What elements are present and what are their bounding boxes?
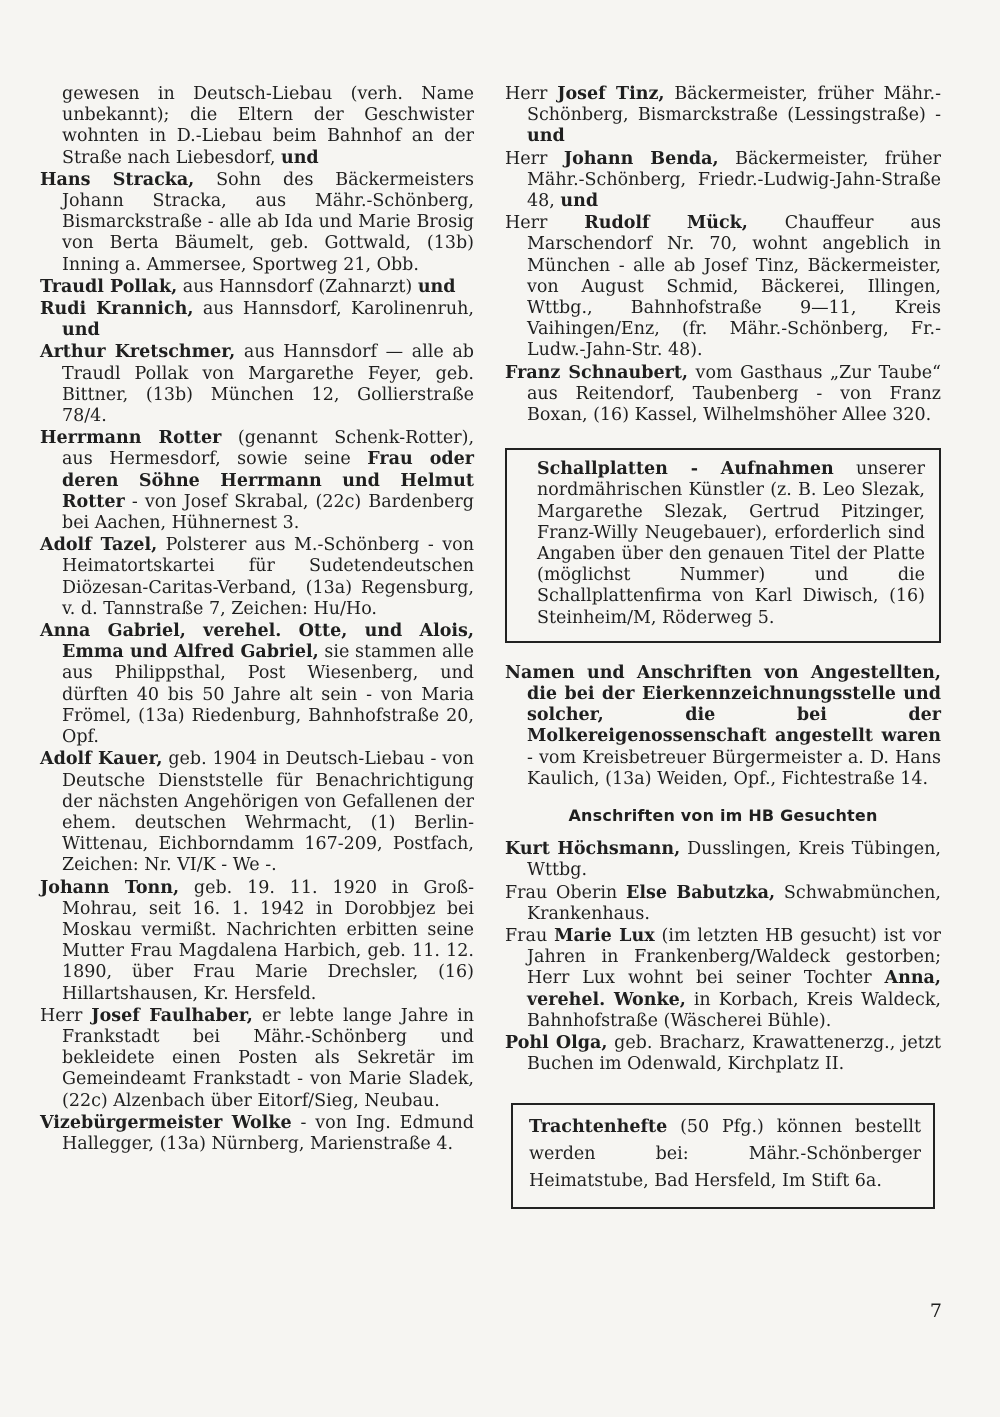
bold-text: Hans Stracka, bbox=[40, 169, 195, 190]
entry-r2-2 bbox=[505, 926, 941, 1032]
entry-0 bbox=[40, 84, 474, 169]
bold-text: Josef Tinz, bbox=[557, 84, 665, 104]
entry-11 bbox=[40, 1113, 474, 1155]
bold-text: Marie Lux bbox=[554, 925, 655, 946]
entry-r1 bbox=[505, 149, 941, 213]
text: sie stammen alle aus Philippsthal, Post Wiesenberg, und dürften 40 bis 50 Jahre alt sein - von Maria Frömel, (13a) Riedenburg, Bahnhofstraße 20, Opf. bbox=[62, 642, 474, 748]
bold-text: Traudl Pollak, bbox=[40, 276, 178, 297]
text: aus Hannsdorf, Karolinenruh, bbox=[193, 299, 474, 320]
entry-2 bbox=[40, 277, 474, 298]
bold-text: und bbox=[62, 320, 100, 341]
bold-text: Franz Schnaubert, bbox=[505, 362, 688, 383]
bold-text: Namen und Anschriften von Angestellten, die bei der Eierkennzeichnungsstelle und solcher, die bei der Molkereigenossenschaft angestellt waren bbox=[505, 662, 941, 747]
text: (genannt Schenk-Rotter), aus Hermesdorf, sowie seine bbox=[62, 428, 475, 470]
entry-9 bbox=[40, 878, 474, 1005]
section-heading: Anschriften von im HB Gesuchten bbox=[568, 806, 878, 826]
entry-4 bbox=[40, 342, 474, 427]
entry-8 bbox=[40, 749, 474, 876]
text: (im letzten HB gesucht) ist vor Jahren in Frankenberg/Waldeck gestorben; Herr Lux wohnt bei seiner Tochter bbox=[527, 925, 941, 989]
entry-r2-0 bbox=[505, 839, 941, 881]
text: Frau bbox=[505, 925, 555, 946]
bold-text: und bbox=[280, 147, 319, 168]
entry-5 bbox=[40, 428, 474, 534]
bold-text: Else Babutzka, bbox=[626, 882, 776, 903]
text: - von Josef Skrabal, (22c) Bardenberg bei Aachen, Hühnernest 3. bbox=[62, 491, 474, 534]
text: - von Ing. Edmund Hallegger, (13a) Nürnberg, Marienstraße 4. bbox=[62, 1112, 474, 1154]
entry-1 bbox=[40, 170, 474, 276]
left-column bbox=[40, 84, 474, 1156]
text: - vom Kreisbetreuer Bürgermeister a. D. Hans Kaulich, (13a) Weiden, Opf., Fichtestraße 14. bbox=[527, 747, 941, 789]
text: aus Hannsdorf — alle ab Traudl Pollak von Margarethe Feyer, geb. Bittner, (13b) München 12, Gollierstraße 78/4. bbox=[62, 342, 474, 427]
entry-r2-1 bbox=[505, 883, 941, 925]
bold-text: Johann Tonn, bbox=[40, 877, 180, 898]
text: Herr bbox=[505, 213, 585, 234]
bold-text: Herrmann Rotter bbox=[40, 428, 222, 449]
entry-7 bbox=[40, 621, 474, 748]
bold-text: Josef Faulhaber, bbox=[91, 1005, 253, 1026]
text: Bäckermeister, früher Mähr.-Schönberg, Friedr.-Ludwig-Jahn-Straße 48, bbox=[527, 148, 941, 212]
text: Herr bbox=[505, 148, 564, 169]
entry-r2 bbox=[505, 213, 941, 361]
bold-text: und bbox=[527, 126, 565, 147]
bold-text: Vizebürgermeister Wolke bbox=[40, 1112, 292, 1133]
right-column bbox=[505, 84, 941, 1209]
text: vom Gasthaus „Zur Taube“ aus Reitendorf, Taubenberg - von Franz Boxan, (16) Kassel, Wilhelmshöher Allee 320. bbox=[527, 362, 941, 426]
text: Herr bbox=[505, 84, 558, 104]
entry-6 bbox=[40, 535, 474, 620]
page-number: 7 bbox=[929, 1300, 942, 1322]
entry-10 bbox=[40, 1006, 474, 1112]
text: Bäckermeister, früher Mähr.-Schönberg, Bismarckstraße (Lessingstraße) - bbox=[527, 84, 941, 126]
text: Chauffeur aus Marschendorf Nr. 70, wohnt angeblich in München - alle ab Josef Tinz, Bäckermeister, von August Schmid, Bäckerei, Illingen, Wttbg., Bahnhofstraße 9—11, Kreis Vaihingen/Enz, (fr. Mähr.-Schönberg, Fr.-Ludw.-Jahn-Str. 48). bbox=[527, 213, 941, 361]
text: er lebte lange Jahre in Frankstadt bei Mähr.-Schönberg und bekleidete einen Posten als Sekretär im Gemeindeamt Frankstadt - von Marie Sladek, (22c) Alzenbach über Eitorf/Sieg, Neubau. bbox=[62, 1005, 475, 1111]
bold-text: Johann Benda, bbox=[563, 148, 719, 169]
bold-text: Trachtenhefte bbox=[529, 1117, 668, 1138]
text: gewesen in Deutsch-Liebau (verh. Name unbekannt); die Eltern der Geschwister wohnten in D.-Liebau beim Bahnhof an der Straße nach Liebesdorf, bbox=[62, 84, 474, 168]
bold-text: Rudi Krannich, bbox=[40, 299, 194, 320]
bold-text: Pohl Olga, bbox=[505, 1032, 608, 1053]
text: in Korbach, Kreis Waldeck, Bahnhofstraße (Wäscherei Bühle). bbox=[527, 989, 941, 1031]
text: Herr bbox=[40, 1005, 92, 1026]
bold-text: Adolf Tazel, bbox=[40, 535, 158, 556]
text: Polsterer aus M.-Schönberg - von Heimatortskartei für Sudetendeutschen Diözesan-Caritas-Verband, (13a) Regensburg, v. d. Tannstraße 7, Zeichen: Hu/Ho. bbox=[62, 535, 474, 619]
text: (50 Pfg.) können bestellt werden bei: Mähr.-Schönberger Heimatstube, Bad Hersfeld, Im Stift 6a. bbox=[529, 1117, 921, 1192]
text: Dusslingen, Kreis Tübingen, Wttbg. bbox=[527, 839, 941, 881]
notice-box-schallplatten bbox=[505, 448, 941, 643]
bold-text: Adolf Kauer, bbox=[40, 749, 163, 770]
notice-box-trachtenhefte bbox=[511, 1103, 935, 1209]
entry-r2-3 bbox=[505, 1033, 941, 1075]
text: Frau Oberin bbox=[505, 882, 627, 903]
bold-text: Arthur Kretschmer, bbox=[40, 342, 236, 363]
bold-text: Schallplatten - Aufnahmen bbox=[537, 459, 834, 480]
bold-text: Anna Gabriel, verehel. Otte, und Alois, Emma und Alfred Gabriel, bbox=[40, 621, 474, 663]
notice-angestellte bbox=[505, 663, 941, 790]
bold-text: Frau oder deren Söhne Herrmann und Helmut Rotter bbox=[62, 449, 474, 512]
text: geb. 1904 in Deutsch-Liebau - von Deutsche Dienststelle für Benachrichtigung der nächsten Angehörigen von Gefallenen der ehem. deutschen Wehrmacht, (1) Berlin-Wittenau, Eichborndamm 167-209, Postfach, Zeichen: Nr. VI/K - We -. bbox=[62, 749, 474, 876]
bold-text: Rudolf Mück, bbox=[584, 213, 748, 234]
text: Schwabmünchen, Krankenhaus. bbox=[527, 882, 941, 924]
text: geb. Bracharz, Krawattenerzg., jetzt Buchen im Odenwald, Kirchplatz II. bbox=[527, 1032, 941, 1075]
text: geb. 19. 11. 1920 in Groß-Mohrau, seit 16. 1. 1942 in Dorobbjez bei Moskau vermißt. Nachrichten erbitten seine Mutter Frau Magdalena Harbich, geb. 11. 12. 1890, über Frau Marie Drechsler, (16) Hillartshausen, Kr. Hersfeld. bbox=[62, 877, 474, 1004]
text: aus Hannsdorf (Zahnarzt) bbox=[177, 276, 418, 297]
bold-text: und bbox=[417, 276, 456, 297]
bold-text: und bbox=[560, 191, 599, 212]
bold-text: Kurt Höchsmann, bbox=[505, 839, 681, 860]
entry-r0 bbox=[505, 84, 941, 148]
text: Sohn des Bäckermeisters Johann Stracka, aus Mähr.-Schönberg, Bismarckstraße - alle ab Ida und Marie Brosig von Berta Bäumelt, geb. Gottwald, (13b) Inning a. Ammersee, Sportweg 21, Obb. bbox=[62, 169, 474, 275]
entry-3 bbox=[40, 299, 474, 341]
text: unserer nordmährischen Künstler (z. B. Leo Slezak, Margarethe Slezak, Gertrud Pitzinger, Franz-Willy Neugebauer), erforderlich sind Angaben über den genauen Titel der Platte (möglichst Nummer) und die Schallplattenfirma von Karl Diwisch, (16) Steinheim/M, Röderweg 5. bbox=[537, 459, 926, 628]
entry-r3 bbox=[505, 363, 941, 427]
bold-text: Anna, verehel. Wonke, bbox=[527, 968, 941, 1010]
